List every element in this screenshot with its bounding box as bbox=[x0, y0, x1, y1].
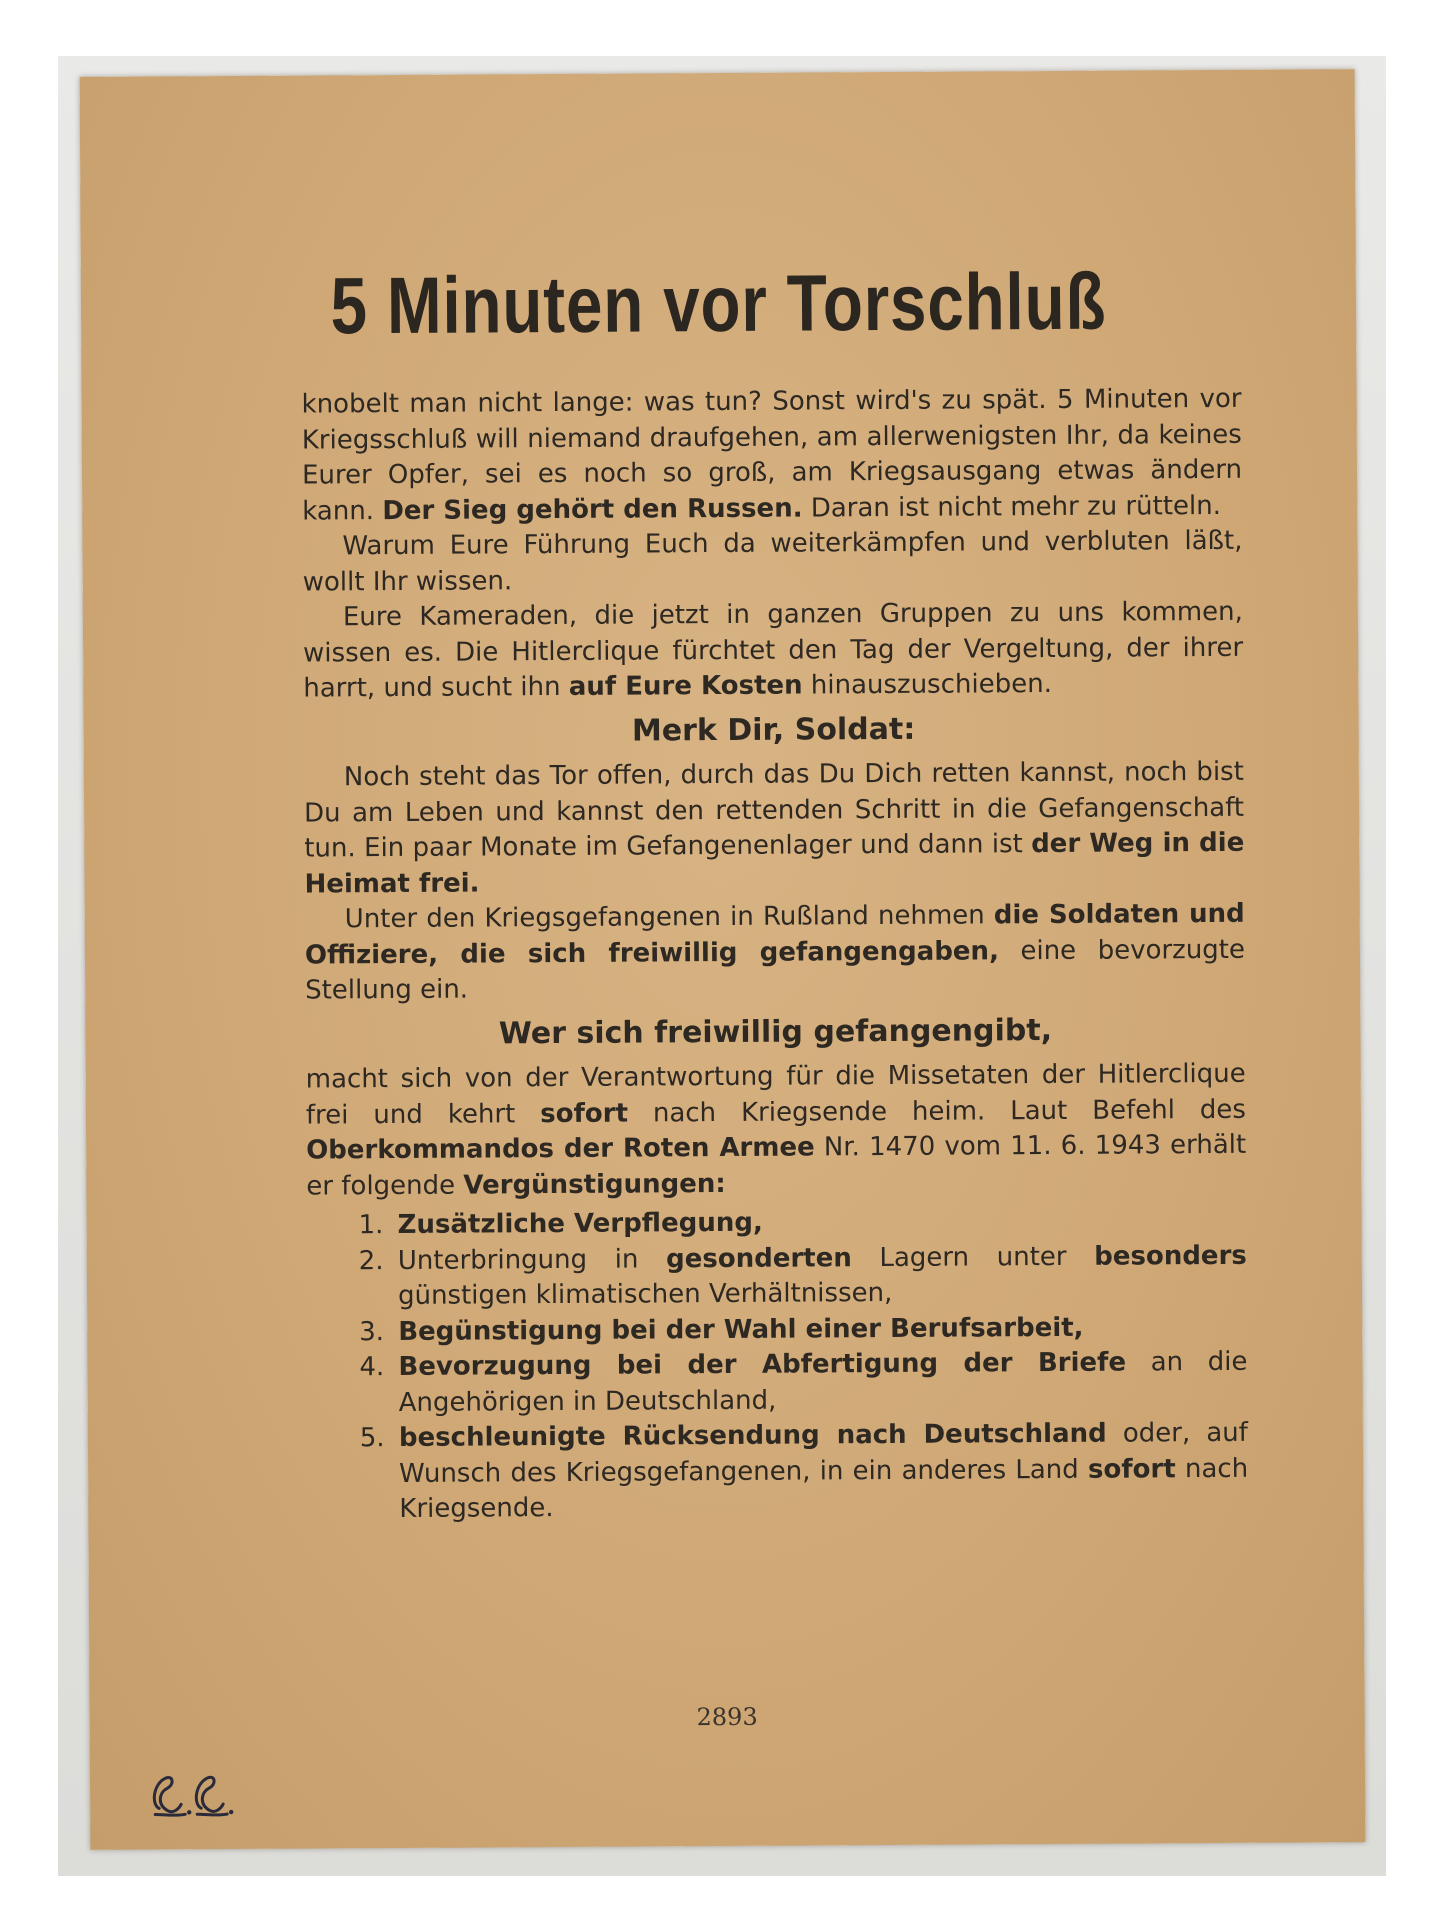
subheading-voluntary: Wer sich freiwillig gefangengibt, bbox=[498, 1012, 1053, 1051]
paragraph-why: Warum Eure Führung Euch da weiterkämpfen und verbluten läßt, wollt Ihr wissen. bbox=[302, 525, 1243, 598]
paragraph-door-open: Noch steht das Tor offen, durch das Du Dich retten kannst, noch bist Du am Leben und kannst den rettenden Schritt in die Gefangenschaft tun. Ein paar Monate im Gefangenenlager und dann ist der Weg in die Heimat frei. bbox=[304, 756, 1245, 900]
paragraph-order: macht sich von der Verantwortung für die Missetaten der Hitlerclique frei und kehrt sofort nach Kriegsende heim. Laut Befehl des Oberkommandos der Roten Armee Nr. 1470 vom 11. 6. 1943 erhält er folgende Vergünstigungen: bbox=[305, 1058, 1247, 1202]
list-item: 3. Begünstigung bei der Wahl einer Berufsarbeit, bbox=[392, 1309, 1247, 1350]
list-item: 1. Zusätzliche Verpflegung, bbox=[392, 1203, 1247, 1244]
paragraph-prisoners: Unter den Kriegsgefangenen in Rußland nehmen die Soldaten und Offiziere, die sich freiwillig gefangengaben, eine bevorzugte Stellung ein. bbox=[304, 898, 1246, 1006]
list-item: 4. Bevorzugung bei der Abfertigung der Briefe an die Angehörigen in Deutschland, bbox=[392, 1345, 1247, 1421]
headline: 5 Minuten vor Torschluß bbox=[330, 256, 1107, 351]
intro-paragraph: knobelt man nicht lange: was tun? Sonst wird's zu spät. 5 Minuten vor Kriegsschluß will niemand draufgehen, am allerwenigsten Ihr, da keines Eurer Opfer, sei es noch so groß, am Kriegsausgang etwas ändern kann. Der Sieg gehört den Russen. Daran ist nicht mehr zu rütteln. bbox=[301, 383, 1243, 527]
list-item: 5. beschleunigte Rücksendung nach Deutschland oder, auf Wunsch des Kriegsgefangenen, in ein anderes Land sofort nach Kriegsende. bbox=[393, 1416, 1249, 1528]
handwritten-initials-icon bbox=[145, 1764, 240, 1825]
paragraph-comrades: Eure Kameraden, die jetzt in ganzen Gruppen zu uns kommen, wissen es. Die Hitlerclique fürchtet den Tag der Vergeltung, der ihrer harrt, und sucht ihn auf Eure Kosten hinauszuschieben. bbox=[303, 596, 1244, 704]
list-item: 2. Unterbringung in gesonderten Lagern unter besonders günstigen klimatischen Verhältnissen, bbox=[392, 1238, 1247, 1314]
benefits-list bbox=[307, 1203, 1249, 1528]
subheading-merk-dir: Merk Dir, Soldat: bbox=[631, 711, 916, 749]
body-text bbox=[301, 382, 1248, 1528]
serial-number: 2893 bbox=[696, 1702, 758, 1732]
propaganda-leaflet bbox=[80, 69, 1366, 1850]
